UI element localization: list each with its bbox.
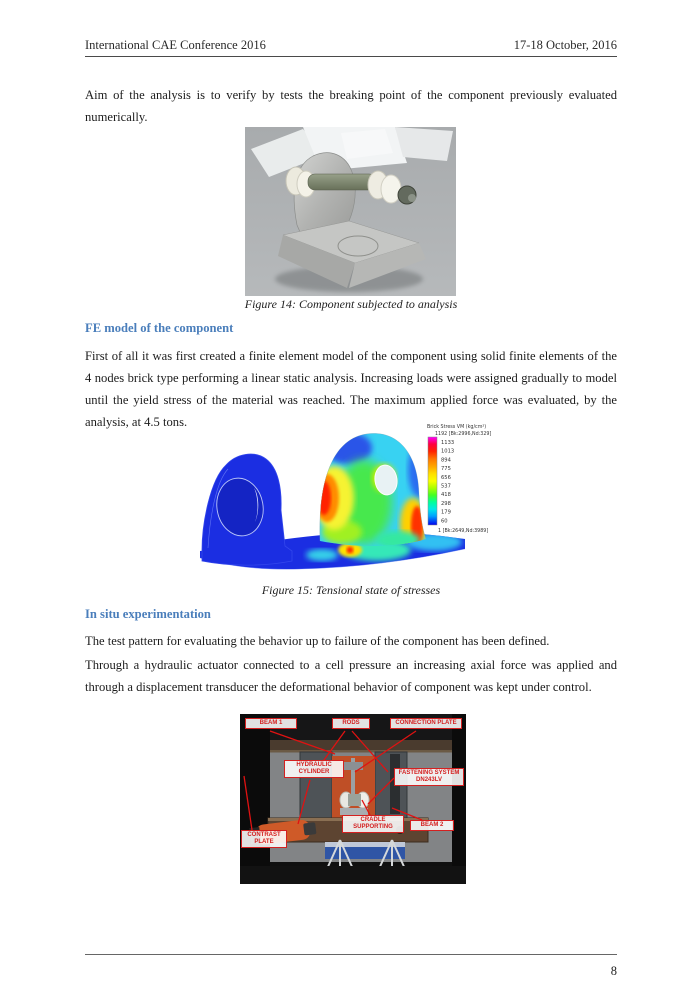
fe-model-paragraph: First of all it was first created a finite element model of the component using solid finite elements of the 4 nodes brick type performing a linear static analysis. Increasing loads were assigned gradually to model until the yield stress of the material was reached. The maximum applied force was evaluated, by the analysis, at 4.5 tons.: [85, 349, 617, 429]
test-setup-figure: [240, 714, 466, 884]
legend-tick: 60: [441, 518, 448, 525]
legend-color-bar: [428, 437, 437, 525]
tested-component: [348, 794, 361, 806]
legend-tick: 537: [441, 483, 451, 490]
legend-tick: 1133: [441, 440, 455, 446]
test-setup-photo: [240, 714, 466, 884]
header-conference-title: International CAE Conference 2016: [85, 38, 266, 52]
fea-left-lobe: [202, 454, 292, 565]
component-photo-illustration: [245, 127, 456, 296]
page-number: 8: [610, 964, 617, 978]
fea-right-lobe: [312, 425, 437, 550]
legend-tick: 775: [441, 466, 451, 473]
label-cradle-supporting: CRADLE SUPPORTING: [342, 815, 404, 833]
right-frame: [452, 714, 466, 884]
legend-tick: 418: [441, 492, 451, 499]
pin-cylinder: [308, 174, 376, 190]
legend-tick: 894: [441, 457, 451, 464]
footer-rule: [85, 954, 617, 955]
legend-title: Brick Stress VM (kg/cm²): [427, 425, 487, 430]
top-beam-edge: [240, 750, 466, 753]
pin-end-nut: [408, 194, 416, 202]
legend-tick: 298: [441, 500, 451, 507]
label-hydraulic-cylinder: HYDRAULIC CYLINDER: [284, 760, 344, 778]
fea-stress-illustration: [172, 420, 502, 578]
in-situ-paragraph-1: The test pattern for evaluating the behavior up to failure of the component has been defined.: [85, 634, 550, 648]
fea-color-legend: [427, 424, 491, 534]
figure14-caption: Figure 14: Component subjected to analysis: [244, 297, 458, 311]
legend-max-value: 1192 [Bk:2996,Nd:329]: [435, 432, 492, 437]
label-fastening-system: FASTENING SYSTEM DN243LV: [394, 768, 464, 786]
washer-right-outer: [381, 175, 401, 203]
label-beam-1: BEAM 1: [245, 718, 297, 729]
header-date: 17-18 October, 2016: [513, 38, 617, 52]
label-connection-plate: CONNECTION PLATE: [390, 718, 462, 729]
label-rods: RODS: [332, 718, 370, 729]
legend-tick: 656: [441, 474, 451, 481]
floor: [240, 866, 466, 884]
legend-min-value: 1 [Bk:2649,Nd:3989]: [438, 529, 489, 534]
in-situ-paragraph-2: Through a hydraulic actuator connected to a cell pressure an increasing axial force was applied and through a displacement transducer the deformational behavior of component was kept under control.: [85, 658, 617, 694]
fe-model-heading: FE model of the component: [85, 321, 234, 335]
intro-paragraph: Aim of the analysis is to verify by tests the breaking point of the component previously evaluated numerically.: [85, 88, 617, 124]
left-frame: [240, 714, 270, 884]
figure14-component-photo: [245, 127, 456, 296]
in-situ-heading: In situ experimentation: [85, 607, 211, 621]
figure15-fea-plot: [172, 420, 502, 578]
header-rule: [85, 56, 617, 57]
legend-tick: 179: [441, 509, 451, 516]
figure15-caption: Figure 15: Tensional state of stresses: [261, 583, 441, 597]
label-beam-2: BEAM 2: [410, 820, 454, 831]
cradle-plate: [340, 808, 368, 815]
legend-tick: 1013: [441, 448, 455, 455]
label-contrast-plate: CONTRAST PLATE: [241, 830, 287, 848]
legend-tick-labels: [441, 440, 454, 524]
